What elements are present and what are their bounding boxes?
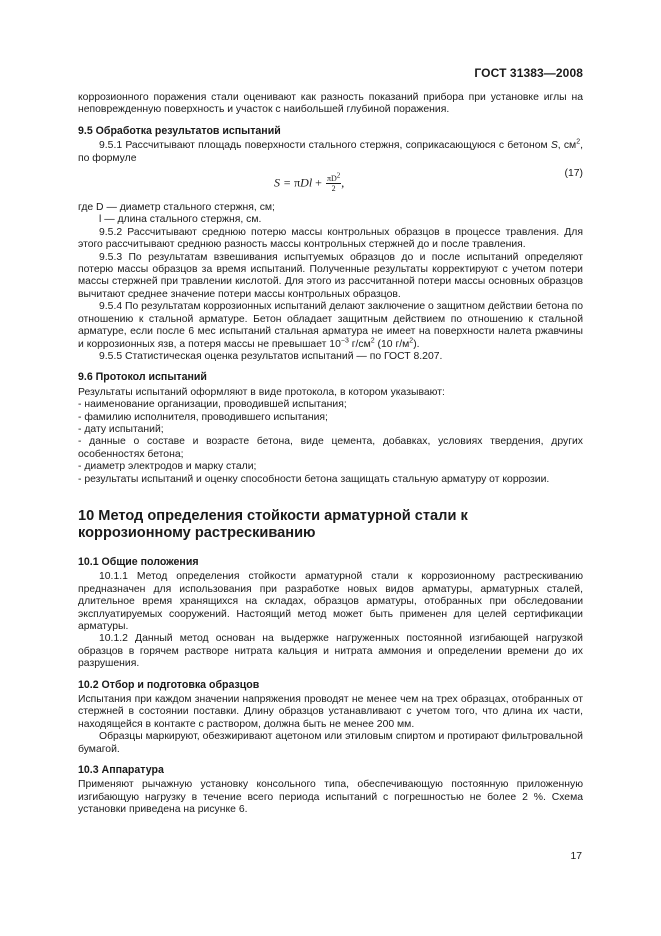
paragraph-9-5-5: 9.5.5 Статистическая оценка результатов испытаний — по ГОСТ 8.207.	[99, 350, 443, 362]
section-10-3-title: 10.3 Аппаратура	[78, 764, 164, 777]
document-body	[78, 92, 583, 817]
section-10-2-title: 10.2 Отбор и подготовка образцов	[78, 678, 260, 691]
paragraph-10-2-a: Испытания при каждом значении напряжения проводят не менее чем на трех образцах, отобранных от стержней в состоянии поставки. Длину образцов устанавливают с учетом того, что длина их части, находящейся в контакте с раствором, должна быть не менее 200 мм.	[78, 694, 583, 730]
paragraph-10-3: Применяют рычажную установку консольного типа, обеспечивающую постоянную приложенную изгибающую нагрузку в течение всего периода испытаний с погрешностью не более 2 %. Схема установки приведена на рисунке 6.	[78, 779, 583, 816]
formula-fraction: $\frac{\pi D^2}{2}$	[326, 171, 341, 194]
where-d: где D — диаметр стального стержня, см;	[78, 202, 275, 214]
formula-17	[78, 168, 583, 198]
paragraph-9-5-4: 9.5.4 По результатам коррозионных испытаний делают заключение о защитном действии бетона по отношению к стальной арматуре. Бетон обладает защитным действием по отношению к стальной арматуре, если после 6 мес испытаний стальная арматура не имеет на поверхности налета ржавчины и коррозионных язв, а потеря массы не превышает $10^{-3}$ $г/см^2$ (10 $г/м^2$).	[78, 301, 583, 350]
paragraph-9-5-3: 9.5.3 По результатам взвешивания испытуемых образцов до и после испытаний определяют потерю массы образцов за время испытаний. Полученные результаты корректируют с учетом потери массы стержней при травлении кислотой. Для этого из рассчитанной потери массы основных образцов вычитают среднее значение потери массы контрольных образцов.	[78, 251, 583, 300]
paragraph-10-2-b: Образцы маркируют, обезжиривают ацетоном или этиловым спиртом и протирают фильтровальной бумагой.	[78, 731, 583, 755]
section-10-1-title: 10.1 Общие положения	[78, 555, 199, 568]
list-item: - результаты испытаний и оценку способности бетона защищать стальную арматуру от коррозии.	[78, 473, 550, 485]
where-l: l — длина стального стержня, см.	[99, 214, 262, 226]
paragraph-10-1-1: 10.1.1 Метод определения стойкости арматурной стали к коррозионному растрескиванию предназначен для использования при разработке новых видов арматуры, арматурных сталей, длительное время хранящихся на складах, образцов арматуры, отобранных при обследовании эксплуатируемых сооружений. Настоящий метод может быть применен для целей сертификации арматуры.	[78, 571, 583, 632]
section-9-5-title: 9.5 Обработка результатов испытаний	[78, 124, 281, 137]
section-10-title: 10 Метод определения стойкости арматурной стали к коррозионному растрескиванию	[78, 507, 468, 541]
list-item: - диаметр электродов и марку стали;	[78, 461, 257, 473]
protocol-intro: Результаты испытаний оформляют в виде протокола, в котором указывают:	[78, 386, 445, 398]
paragraph-9-5-1: 9.5.1 Рассчитывают площадь поверхности стального стержня, соприкасающуюся с бетоном S, $см^2$, по формуле	[78, 138, 583, 164]
paragraph-9-5-2: 9.5.2 Рассчитывают среднюю потерю массы контрольных образцов в процессе травления. Для этого рассчитывают среднюю разность массы контрольных стержней до и после травления.	[78, 226, 583, 251]
section-9-6-title: 9.6 Протокол испытаний	[78, 371, 207, 384]
intro-paragraph: коррозионного поражения стали оценивают как разность показаний прибора при установке иглы на неповрежденную поверхность и участок с наибольшей глубиной поражения.	[78, 92, 583, 116]
list-item: - данные о составе и возрасте бетона, виде цемента, добавках, условиях твердения, других особенностях бетона;	[78, 436, 583, 460]
formula-expression: S = πDl + $\frac{\pi D^2}{2}$ ,	[274, 171, 345, 194]
paragraph-10-1-2: 10.1.2 Данный метод основан на выдержке нагруженных постоянной изгибающей нагрузкой образцов в горячем растворе нитрата кальция и нитрата аммония и определении времени до их разрушения.	[78, 633, 583, 670]
list-item: - фамилию исполнителя, проводившего испытания;	[78, 411, 328, 423]
document-header: ГОСТ 31383—2008	[474, 66, 583, 80]
list-item: - наименование организации, проводившей испытания;	[78, 399, 347, 411]
list-item: - дату испытаний;	[78, 423, 164, 435]
formula-number: (17)	[564, 168, 583, 180]
page-number: 17	[570, 851, 582, 862]
